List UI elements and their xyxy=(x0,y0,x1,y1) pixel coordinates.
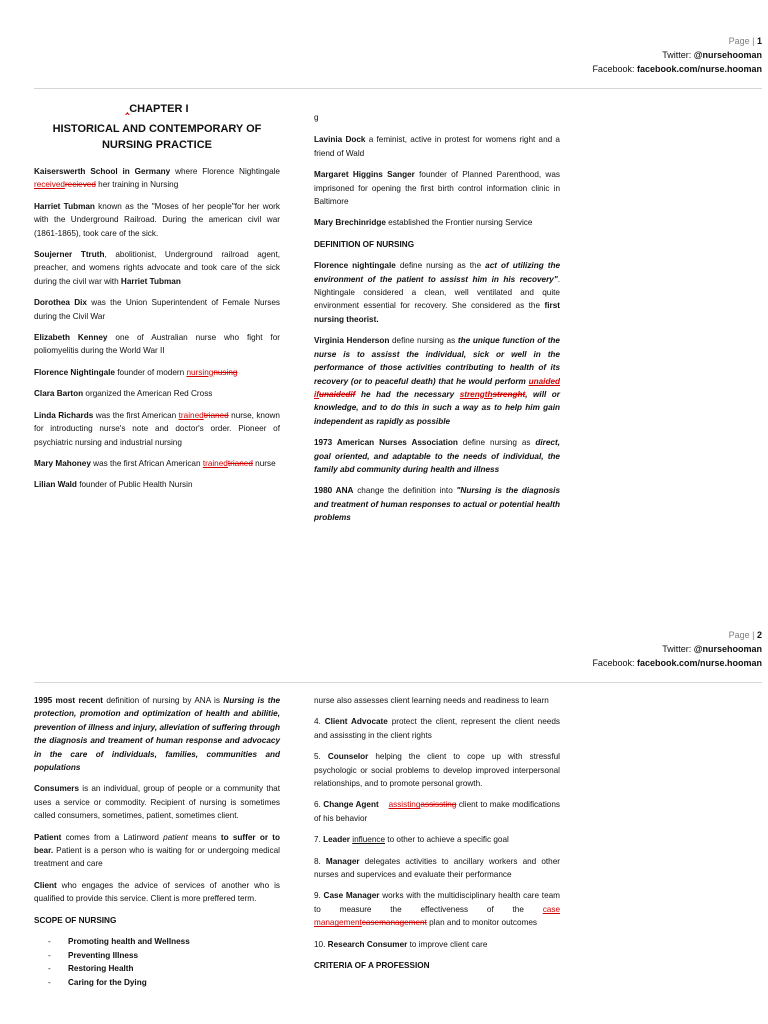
paragraph: Consumers is an individual, group of people or a community that uses a service or commodity. Recipient of nursing is sometimes called consumers, sometimes, patient, sometimes client. xyxy=(34,784,280,821)
paragraph: 7. Leader influence to other to achieve a specific goal xyxy=(314,835,509,845)
document-page-2 xyxy=(0,600,768,1024)
page-number-label: Page | 1 xyxy=(728,36,762,46)
paragraph: Kaiserswerth School in Germany where Florence Nightingale receivedrecieved her training in Nursing xyxy=(34,167,280,190)
twitter-line: Twitter: @nursehooman xyxy=(662,644,762,654)
page-header xyxy=(592,628,762,670)
paragraph: Florence Nightingale founder of modern nursingnusing xyxy=(34,367,238,377)
list-item: - Restoring Health xyxy=(34,962,280,976)
header-rule xyxy=(34,88,762,89)
page-number-label: Page | 2 xyxy=(728,630,762,640)
left-column xyxy=(34,101,280,500)
paragraph: Soujerner Ttruth, abolitionist, Underground railroad agent, preacher, and womens rights advocate and took care of the sick during the civil war with Harriet Tubman xyxy=(34,250,280,286)
twitter-line: Twitter: @nursehooman xyxy=(662,50,762,60)
section-heading: DEFINITION OF NURSING xyxy=(314,239,415,249)
paragraph: Dorothea Dix was the Union Superintendent of Female Nurses during the Civil War xyxy=(34,298,281,321)
paragraph: Linda Richards was the first American trainedtrianed nurse, known for introducting nurse's note and doctor's order. Pioneer of psychiatric nursing and industrial nursing xyxy=(34,410,280,447)
page-header xyxy=(592,34,762,76)
paragraph: Margaret Higgins Sanger founder of Planned Parenthood, was imprisoned for opening the first birth control information clinic in Baltimore xyxy=(314,170,560,207)
stray-character: g xyxy=(314,113,319,122)
paragraph: 1973 American Nurses Association define nursing as direct, goal oriented, and adaptable to the needs of individual, the family abd community during health and illness xyxy=(314,438,560,474)
paragraph: Lavinia Dock a feminist, active in protest for womens right and a friend of Wald xyxy=(314,135,560,158)
chapter-title: HISTORICAL AND CONTEMPORARY OF NURSING PRACTICE xyxy=(52,123,262,151)
facebook-line: Facebook: facebook.com/nurse.hooman xyxy=(592,658,762,668)
scope-list xyxy=(34,935,280,989)
paragraph: Mary Brechinridge established the Frontier nursing Service xyxy=(314,218,533,228)
paragraph: 6. Change Agent assistingassissting client to make modifications of his behavior xyxy=(314,800,560,823)
section-heading: SCOPE OF NURSING xyxy=(34,915,117,925)
list-item: - Caring for the Dying xyxy=(34,976,280,990)
paragraph: Mary Mahoney was the first African American trainedtrianed nurse xyxy=(34,458,276,468)
paragraph: Elizabeth Kenney one of Australian nurse who fight for poliomyelitis during the World War II xyxy=(34,333,280,356)
paragraph: Lilian Wald founder of Public Health Nursin xyxy=(34,480,193,490)
paragraph: 8. Manager delegates activities to ancillary workers and other nurses and supervices and evaluate their performance xyxy=(314,856,560,880)
list-item: - Promoting health and Wellness xyxy=(34,935,280,949)
paragraph: 9. Case Manager works with the multidisciplinary health care team to measure the effectiveness of the case managementcasemanagement plan and to monitor outcomes xyxy=(314,891,560,928)
section-heading: CRITERIA OF A PROFESSION xyxy=(314,961,430,971)
chapter-heading: ‸CHAPTER I xyxy=(125,103,189,115)
paragraph: Patient comes from a Latinword patient means to suffer or to bear. Patient is a person who is waiting for or undergoing medical treatment and care xyxy=(34,832,281,869)
right-column xyxy=(314,111,560,533)
paragraph: Harriet Tubman known as the "Moses of her people"for her work with the Underground Railroad. During the american civil war (1861-1865), took care of the sick. xyxy=(34,201,280,238)
right-column xyxy=(314,694,560,981)
paragraph: nurse also assesses client learning needs and readiness to learn xyxy=(314,696,549,705)
paragraph: 5. Counselor helping the client to cope up with stressful psychologic or social problems to develop improved interpersonal relationships, and to promote personal growth. xyxy=(314,752,560,789)
facebook-line: Facebook: facebook.com/nurse.hooman xyxy=(592,64,762,74)
list-item: - Preventing Illness xyxy=(34,949,280,963)
paragraph: 1980 ANA change the definition into "Nursing is the diagnosis and treatment of human responses to actual or potential health problems xyxy=(314,486,560,523)
paragraph: Client who engages the advice of services of another who is qualified to provide this service. Client is more preffered term. xyxy=(34,880,280,904)
paragraph: 10. Research Consumer to improve client care xyxy=(314,939,488,949)
header-rule xyxy=(34,682,762,683)
paragraph: 4. Client Advocate protect the client, represent the client needs and assissting in the client rights xyxy=(314,717,560,740)
paragraph: Clara Barton organized the American Red Cross xyxy=(34,389,213,399)
paragraph: Florence nightingale define nursing as the act of utilizing the environment of the patient to assisst him in his recovery". Nightingale considered a clean, well ventilated and quite environment essential for recovery. She considered as the first nursing theorist. xyxy=(314,261,560,324)
paragraph: 1995 most recent definition of nursing by ANA is Nursing is the protection, promotion and optimization of health and abilitie, prevention of illness and injury, alleviation of suffering through the diagnosis and treament of human response and advocacy in the care of individuals, families, communities and populations xyxy=(34,696,281,773)
left-column xyxy=(34,694,280,989)
paragraph: Virginia Henderson define nursing as the unique function of the nurse is to assisst the individual, sick or well in the performance of those activities contributing to health of its recovery (or to peaceful death) that he would perform unaided ifunaidedif he had the necessary strengthstrenght, will or knowledge, and to do this in such a way as to help him gain independent as rapidly as possible xyxy=(314,336,560,426)
